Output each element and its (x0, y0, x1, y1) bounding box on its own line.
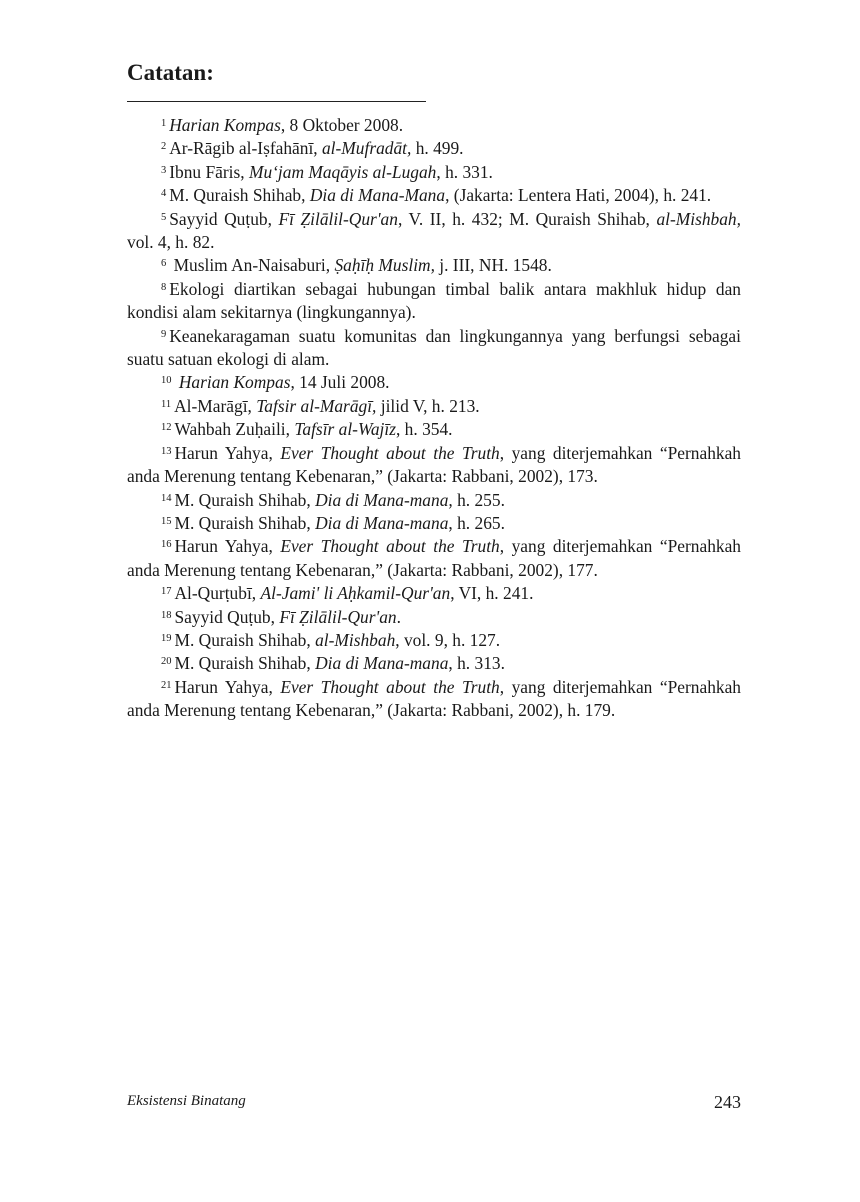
footnote (127, 208, 741, 255)
footnote-number: 1 (161, 118, 167, 129)
footnote-number: 5 (161, 211, 167, 223)
footnote (127, 606, 741, 629)
footnote-text: M. Quraish Shihab, (174, 512, 316, 533)
footnote (127, 325, 741, 372)
footnote-text: vol. 4, h. 82. (127, 232, 215, 253)
page-title: Catatan: (127, 60, 214, 85)
footnote-text: Sayyid Quṭub, (169, 208, 279, 229)
footnotes-list (127, 114, 741, 723)
footnote-title-italic: Ever Thought about the Truth (280, 676, 500, 697)
footnote (127, 652, 741, 675)
footnote-text: , 8 Oktober 2008. (280, 115, 404, 135)
footnote-text: Al-Marāgī, (174, 395, 257, 416)
footnote-text: M. Quraish Shihab, (174, 489, 316, 510)
footnote-text: , 14 Juli 2008. (290, 372, 390, 393)
footnote-text: , h. 331. (436, 161, 493, 182)
footnote (127, 137, 741, 160)
footnote-number: 14 (161, 492, 172, 504)
footnote-title-italic: Al-Jami' li Aḥkamil-Qur'an (260, 583, 451, 604)
footnote (127, 629, 741, 652)
footnote-separator (127, 101, 426, 102)
footnote-text: , h. 313. (448, 653, 505, 674)
footnote-number: 18 (161, 609, 172, 621)
footnote-title-italic: Fī Ẓilālil-Qur'an (278, 208, 398, 229)
footnote-text: M. Quraish Shihab, (174, 653, 316, 674)
footnote-title-italic: Mu‘jam Maqāyis al-Lugah (248, 161, 437, 182)
footnote (127, 161, 741, 184)
footnote-text: Harun Yahya, (174, 536, 281, 557)
footnote-number: 17 (161, 586, 172, 598)
footnote-title-italic: Ever Thought about the Truth (280, 536, 500, 557)
footnote-text: , vol. 9, h. 127. (395, 629, 501, 650)
footnote-title-italic: Harian Kompas (178, 372, 291, 393)
footnote-title-italic: al-Mishbah (315, 629, 396, 650)
footnote-number: 19 (161, 632, 172, 644)
footnote-text: h. 255. (452, 489, 505, 510)
footnote-text: Ar-Rāgib al-Iṣfahānī, (169, 138, 322, 159)
footnote-text: Sayyid Quṭub, (174, 606, 280, 627)
footnote-text: Muslim An-Naisaburi, (169, 255, 335, 276)
footnote-number: 8 (161, 281, 167, 293)
footnote-text: , (Jakarta: Lentera Hati, 2004), h. 241. (445, 185, 712, 206)
footnote-text: , yang diterjemahkan “Pernahkah anda Merenung tentang Kebenaran,” (Jakarta: Rabbani, 2002), h. 179. (127, 676, 741, 721)
footnote-number: 15 (161, 515, 172, 527)
footnote-title-italic: Harian Kompas (169, 115, 281, 135)
footnote-number: 11 (161, 398, 172, 410)
footnote (127, 535, 741, 582)
footnote-text: , h. 265. (448, 512, 505, 533)
footnote-title-italic: Dia di Mana-mana (315, 653, 449, 674)
footnote-number: 3 (161, 164, 167, 176)
footnote (127, 418, 741, 441)
footnote (127, 582, 741, 605)
footnote-title-italic: al-Mufradāt, (321, 138, 412, 159)
footnote-title-italic: Fī Ẓilālil-Qur'an (279, 606, 397, 627)
footnote-text: Keanekaragaman suatu komunitas dan lingkungannya yang berfungsi sebagai suatu satuan ekologi di alam. (127, 325, 741, 370)
footnote-text: , yang diterjemahkan “Pernahkah anda Merenung tentang Kebenaran,” (Jakarta: Rabbani, 2002), 173. (127, 442, 741, 487)
footnote-number: 16 (161, 539, 172, 551)
footnote-text: , V. II, h. 432; M. Quraish Shihab, (397, 208, 657, 229)
footnote-title-italic: Dia di Mana-mana, (315, 489, 453, 510)
footnote-text: Al-Qurṭubī, (174, 583, 261, 604)
footnote-title-italic: Tafsīr al-Wajīz (294, 419, 396, 440)
footnote (127, 676, 741, 723)
footnote-number: 12 (161, 422, 172, 434)
footnote-number: 21 (161, 679, 172, 691)
footnote-title-italic: Dia di Mana-mana (315, 512, 449, 533)
footnote (127, 114, 741, 137)
footnote-text: Harun Yahya, (174, 442, 281, 463)
footnote-text: , yang diterjemahkan “Pernahkah anda Merenung tentang Kebenaran,” (Jakarta: Rabbani, 2002), 177. (127, 536, 741, 580)
footnote (127, 254, 741, 277)
footnote-number: 9 (161, 328, 167, 340)
footnote-text: M. Quraish Shihab, (174, 629, 316, 650)
footnote-text: Wahbah Zuḥaili, (174, 419, 295, 440)
footnote-number: 2 (161, 141, 167, 153)
footnote-text: h. 499. (411, 138, 464, 159)
footnote (127, 489, 741, 512)
footnote-title-italic: Ever Thought about the Truth (280, 442, 500, 463)
footnote (127, 371, 741, 394)
footnote-text: Ibnu Fāris, (169, 161, 249, 182)
footnote-title-italic: Ṣaḥīḥ Muslim, (334, 255, 435, 276)
footnote-title-italic: Tafsir al-Marāgī, (256, 395, 377, 416)
footnote (127, 184, 741, 207)
footnote-text: . (396, 606, 401, 627)
footnote-text: j. III, NH. 1548. (434, 255, 552, 276)
footnote-text: Ekologi diartikan sebagai hubungan timbal balik antara makhluk hidup dan kondisi alam sekitarnya (lingkungannya). (127, 278, 741, 323)
footnote-title-italic: Dia di Mana-Mana (309, 185, 446, 206)
footnote (127, 395, 741, 418)
footnote-number: 20 (161, 656, 172, 668)
page-number: 243 (714, 1092, 741, 1112)
footnote-text: , h. 354. (395, 419, 453, 440)
footnote (127, 278, 741, 325)
footnote-text: M. Quraish Shihab, (169, 185, 310, 206)
footnote-number: 10 (161, 375, 172, 387)
footnote (127, 512, 741, 535)
running-footer-title: Eksistensi Binatang (127, 1093, 246, 1109)
footnote-title-italic: al-Mishbah, (656, 208, 741, 229)
footnote-text: jilid V, h. 213. (376, 395, 480, 416)
footnote-text: , VI, h. 241. (450, 583, 534, 604)
footnote-number: 4 (161, 188, 167, 200)
footnote-text: Harun Yahya, (174, 676, 281, 697)
footnote (127, 442, 741, 489)
footnote-number: 13 (161, 445, 172, 457)
footnote-number: 6 (161, 258, 167, 270)
